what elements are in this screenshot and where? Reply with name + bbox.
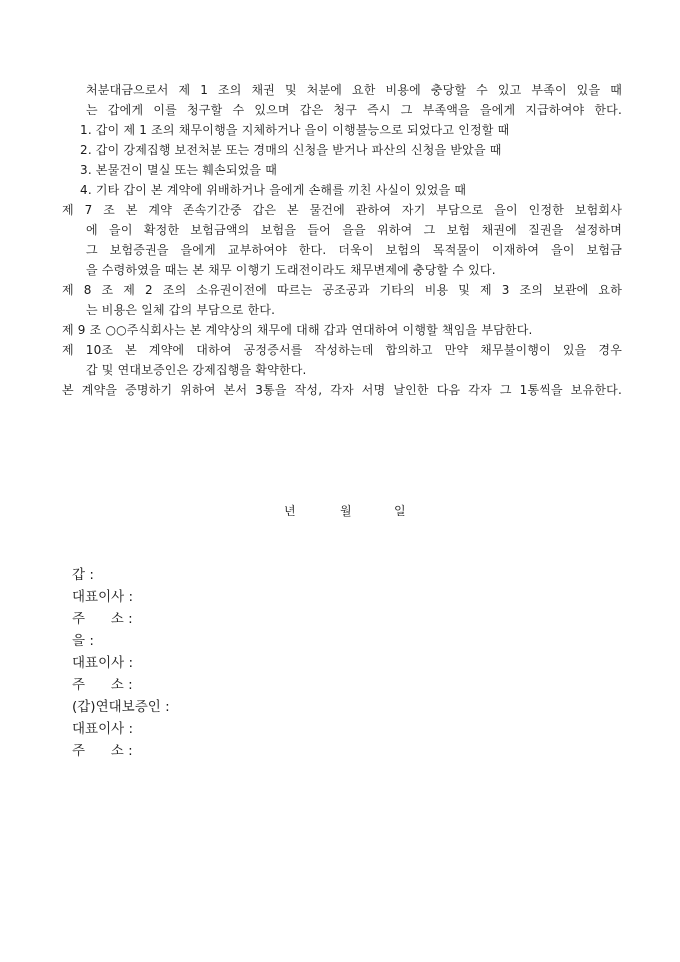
list-item: 4. 기타 갑이 본 계약에 위배하거나 을에게 손해를 끼친 사실이 있었을 때 — [80, 183, 467, 197]
party-a-address: 주 소 : — [72, 611, 133, 627]
article-7-line-3: 그 보험증권을 을에게 교부하여야 한다. 더욱이 보험의 목적물이 이재하여 을이 보험금 — [86, 243, 622, 257]
guarantor-label: (갑)연대보증인 : — [72, 699, 170, 715]
article-7-line-4: 을 수령하였을 때는 본 채무 이행기 도래전이라도 채무변제에 충당할 수 있다. — [86, 263, 496, 277]
list-item: 2. 갑이 강제집행 보전처분 또는 경매의 신청을 받거나 파산의 신청을 받았을 때 — [80, 143, 502, 157]
article-8-line-2: 는 비용은 일체 갑의 부담으로 한다. — [86, 303, 276, 317]
cont-line-2: 는 갑에게 이를 청구할 수 있으며 갑은 청구 즉시 그 부족액을 을에게 지급하여야 한다. — [86, 103, 622, 117]
date-day: 일 — [394, 504, 406, 518]
party-b-representative: 대표이사 : — [72, 655, 134, 671]
date-month: 월 — [340, 504, 352, 518]
guarantor-representative: 대표이사 : — [72, 721, 134, 737]
party-a-representative: 대표이사 : — [72, 589, 134, 605]
closing-statement: 본 계약을 증명하기 위하여 본서 3통을 작성, 각자 서명 날인한 다음 각자 그 1통씩을 보유한다. — [62, 383, 622, 397]
article-7-line-2: 에 을이 확정한 보험금액의 보험을 들어 을을 위하여 그 보험 채권에 질권을 설정하며 — [86, 223, 622, 237]
list-item: 1. 갑이 제 1 조의 채무이행을 지체하거나 을이 이행불능으로 되었다고 인정할 때 — [80, 123, 510, 137]
cont-line-1: 처분대금으로서 제 1 조의 채권 및 처분에 요한 비용에 충당할 수 있고 부족이 있을 때 — [86, 83, 622, 97]
party-b-address: 주 소 : — [72, 677, 133, 693]
list-item: 3. 본물건이 멸실 또는 훼손되었을 때 — [80, 163, 278, 177]
article-8-line-1: 제 8 조 제 2 조의 소유권이전에 따르는 공조공과 기타의 비용 및 제 3 조의 보관에 요하 — [62, 283, 622, 297]
party-a-label: 갑 : — [72, 567, 94, 583]
article-10-line-1: 제 10조 본 계약에 대하여 공정증서를 작성하는데 합의하고 만약 채무불이행이 있을 경우 — [62, 343, 622, 357]
article-9: 제 9 조 ○○주식회사는 본 계약상의 채무에 대해 갑과 연대하여 이행할 책임을 부담한다. — [62, 323, 533, 337]
article-10-line-2: 갑 및 연대보증인은 강제집행을 확약한다. — [86, 363, 307, 377]
article-7-line-1: 제 7 조 본 계약 존속기간중 갑은 본 물건에 관하여 자기 부담으로 을이 인정한 보험회사 — [62, 203, 622, 217]
party-b-label: 을 : — [72, 633, 94, 649]
date-year: 년 — [284, 504, 296, 518]
guarantor-address: 주 소 : — [72, 743, 133, 759]
